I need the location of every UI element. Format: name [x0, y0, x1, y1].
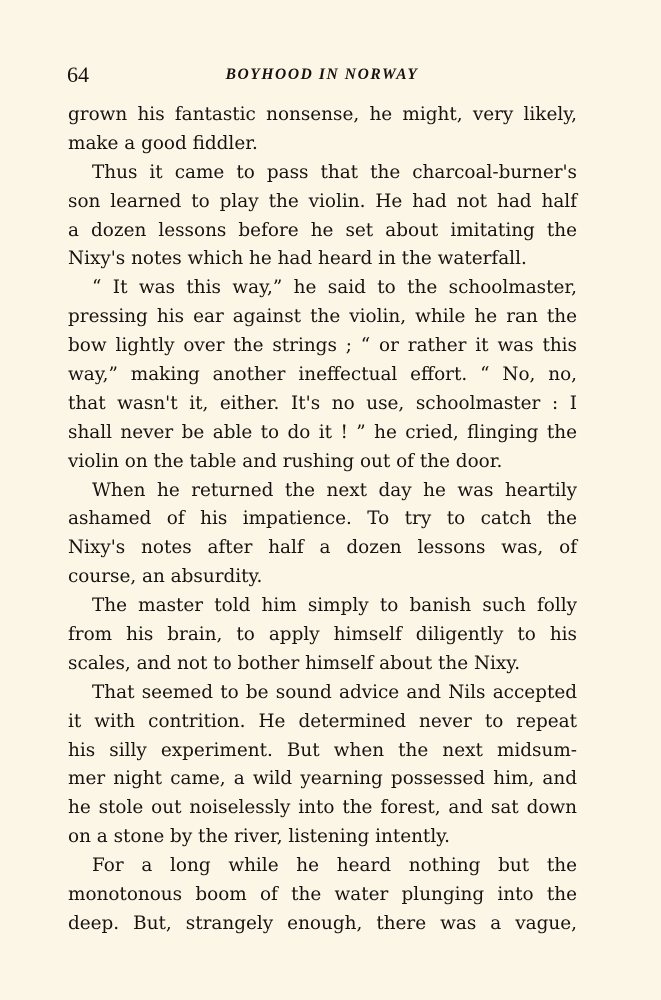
text-line: it with contrition. He determined never to repeat	[68, 710, 577, 732]
text-line: shall never be able to do it ! ” he cried, flinging the	[68, 421, 577, 443]
text-line: pressing his ear against the violin, while he ran the	[68, 306, 577, 328]
text-line: deep. But, strangely enough, there was a vague,	[68, 912, 577, 934]
text-line: mer night came, a wild yearning possessed him, and	[68, 768, 577, 790]
text-line: Thus it came to pass that the charcoal-burner's	[92, 161, 577, 183]
text-line: scales, and not to bother himself about the Nixy.	[68, 652, 521, 674]
text-line: way,” making another ineffectual effort. “ No, no,	[68, 364, 577, 386]
text-line: For a long while he heard nothing but the	[92, 855, 577, 877]
text-line: on a stone by the river, listening intently.	[68, 826, 450, 848]
body-text	[68, 101, 577, 939]
text-line: The master told him simply to banish such folly	[92, 595, 577, 617]
text-line: violin on the table and rushing out of the door.	[68, 450, 503, 472]
text-line: ashamed of his impatience. To try to catch the	[68, 508, 577, 530]
text-line: When he returned the next day he was heartily	[92, 479, 577, 501]
text-line: that wasn't it, either. It's no use, schoolmaster : I	[68, 392, 577, 414]
text-line: from his brain, to apply himself diligently to his	[68, 624, 577, 646]
text-line: son learned to play the violin. He had not had half	[68, 190, 577, 212]
text-line: he stole out noiselessly into the forest, and sat down	[68, 797, 577, 819]
running-head: BOYHOOD IN NORWAY	[225, 66, 419, 83]
text-line: a dozen lessons before he set about imitating the	[68, 219, 577, 241]
text-line: bow lightly over the strings ; “ or rather it was this	[68, 335, 577, 357]
text-line: his silly experiment. But when the next midsum-	[68, 739, 577, 761]
page-header	[67, 62, 577, 88]
text-line: That seemed to be sound advice and Nils accepted	[92, 681, 577, 703]
text-line: grown his fantastic nonsense, he might, very likely,	[68, 104, 577, 125]
text-line: make a good fiddler.	[68, 132, 258, 154]
text-line: monotonous boom of the water plunging into the	[68, 884, 577, 906]
text-line: Nixy's notes after half a dozen lessons was, of	[68, 537, 577, 559]
page-number: 64	[67, 62, 89, 87]
text-line: course, an absurdity.	[68, 566, 263, 588]
text-line: Nixy's notes which he had heard in the waterfall.	[68, 248, 527, 270]
text-line: “ It was this way,” he said to the schoolmaster,	[92, 277, 577, 299]
